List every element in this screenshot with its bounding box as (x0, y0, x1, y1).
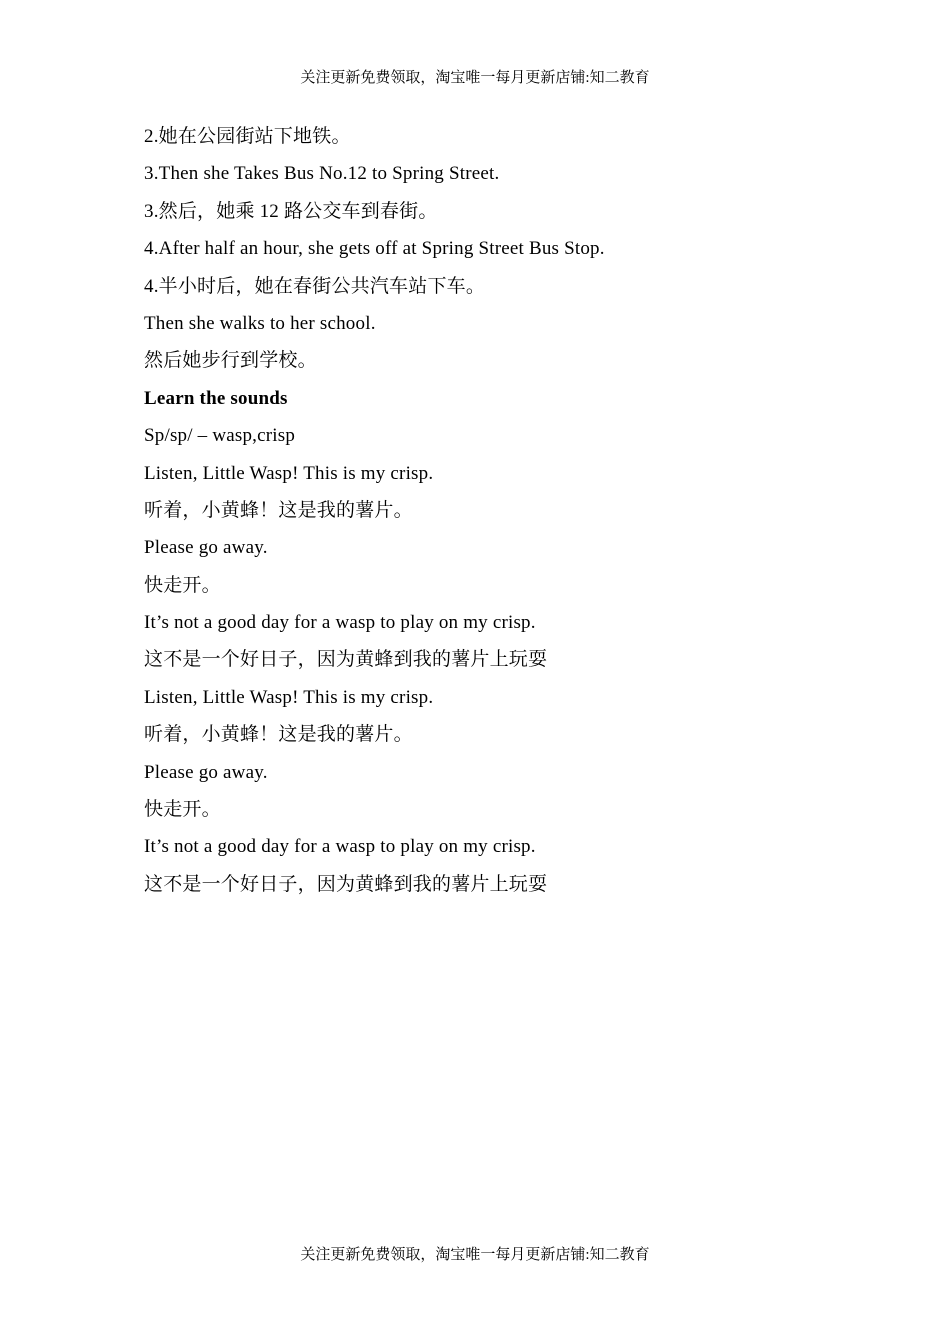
text-line: 3.然后，她乘 12 路公交车到春街。 (144, 200, 438, 222)
text-line: 4.半小时后，她在春街公共汽车站下车。 (144, 275, 486, 297)
section-heading: Learn the sounds (144, 387, 288, 409)
page-header: 关注更新免费领取，淘宝唯一每月更新店铺:知二教育 (300, 70, 650, 86)
text-line: 这不是一个好日子，因为黄蜂到我的薯片上玩耍 (144, 873, 548, 895)
text-line: 快走开。 (144, 799, 221, 821)
text-line: 2.她在公园街站下地铁。 (144, 126, 351, 147)
text-line: Please go away. (144, 537, 268, 559)
text-line: 4.After half an hour, she gets off at Spring Street Bus Stop. (144, 238, 605, 260)
page-footer: 关注更新免费领取，淘宝唯一每月更新店铺:知二教育 (300, 1247, 650, 1263)
text-line: 然后她步行到学校。 (144, 350, 317, 372)
text-line: It’s not a good day for a wasp to play on my crisp. (144, 612, 536, 634)
text-line: 听着，小黄蜂！这是我的薯片。 (144, 499, 413, 521)
text-line: It’s not a good day for a wasp to play on my crisp. (144, 836, 536, 858)
document-body (144, 124, 824, 909)
text-line: 3.Then she Takes Bus No.12 to Spring Street. (144, 163, 500, 185)
text-line: 这不是一个好日子，因为黄蜂到我的薯片上玩耍 (144, 649, 548, 671)
text-line: Then she walks to her school. (144, 312, 376, 334)
text-line: 快走开。 (144, 574, 221, 596)
text-line: Sp/sp/ – wasp,crisp (144, 425, 296, 447)
text-line: Please go away. (144, 761, 268, 783)
text-line: Listen, Little Wasp! This is my crisp. (144, 462, 434, 484)
text-line: Listen, Little Wasp! This is my crisp. (144, 686, 434, 708)
text-line: 听着，小黄蜂！这是我的薯片。 (144, 724, 413, 746)
